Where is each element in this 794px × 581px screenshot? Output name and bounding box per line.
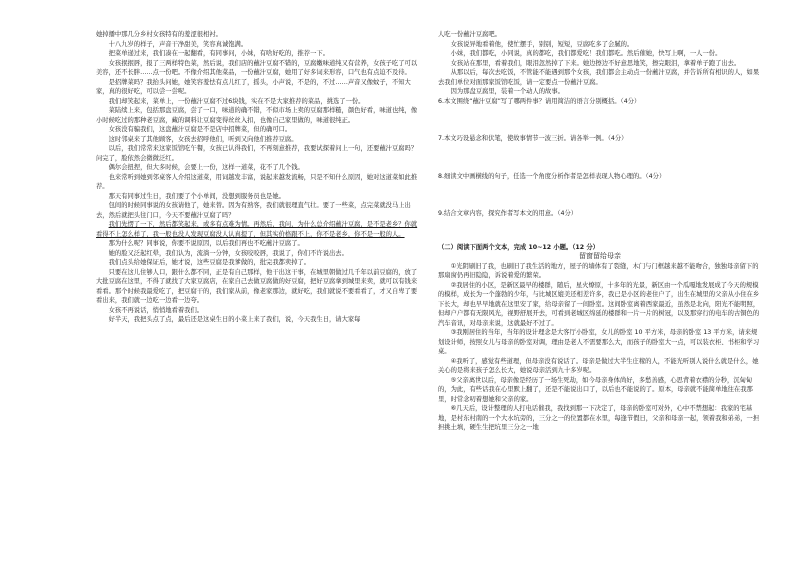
paragraph: ⑥几天后，设计整理的人打电话催我，我找到那一下决定了，母亲的卧室可对外，心中不禁想起：我家的宅基地，是村东村南的一个大水坑旁的，三分之一的位置都在水里，每逢节假日，父亲和母亲一起，领着我和弟弟，一担担挑土填，硬生生把坑里三分之一地 bbox=[438, 405, 760, 431]
paragraph: 我们先愣了一下，然后都笑起来，或多有点难为情。再然后，我问，为什么总介绍蘸汁豆腐，是不是老乡？你就看得不上怎么样了，我一般也没人发现豆腐没人认真提了，但其实价格跟不上，你不是老乡，你不是一般的人。 bbox=[96, 221, 418, 238]
answer-space bbox=[438, 106, 762, 134]
paragraph: 这时邻桌来了其他顾客，女孩去招呼他们，听到又向他们推荐豆腐。 bbox=[108, 135, 298, 143]
section-heading: （二）阅读下面两个文本，完成 10~12 小题。（12 分） bbox=[438, 243, 599, 251]
paragraph: 是招牌菜吗？我抬头问她，她笑容羞怯有点儿红了，摇头，小声说，不是的，不过……声音又像蚊子，不知大家，真的很好吃，可以尝一尝呢。 bbox=[96, 78, 411, 95]
left-column bbox=[96, 30, 420, 573]
paragraph: 也来常听到她到邻桌客人介绍这道菜，用词越发丰富，说起来越发流畅，只是不知什么原因，她对这道菜如此推荐。 bbox=[96, 173, 418, 190]
paragraph: 女孩站在那里，看着我们，眼泪忽然掉了下来。她边擦边不好意思地笑，擦完眼泪，拿着单子跑了出去。 bbox=[450, 59, 741, 67]
paragraph: 那天有同事过生日，我们要了个小单间，没想到服务员也是她。 bbox=[108, 192, 285, 200]
paragraph: 我们点头给她保证后，她才说，这些豆腐是我爹做的，批完我都卖掉了。 bbox=[108, 259, 311, 266]
paragraph: 十八九岁的样子，声音干净甜美，笑容真诚饱满。 bbox=[108, 40, 248, 48]
right-column bbox=[438, 30, 762, 573]
question: 7.本文巧设悬念和伏笔，使故事情节一波三折。请各举一例。（4分） bbox=[438, 135, 628, 142]
paragraph: 从那以后，每次去吃饭，不管能不能遇到那个女孩，我们都会主动点一份蘸汁豆腐，并告诉所有相识的人，如果去我们单位对面那家饭馆吃饭，请一定要点一份蘸汁豆腐。 bbox=[438, 69, 760, 86]
answer-space bbox=[438, 219, 762, 243]
question: 8.细读文中画横线的句子，任选一个角度分析作者是怎样表现人物心理的。（4分） bbox=[438, 172, 666, 180]
paragraph: 偶尔会扭捏，但大多时候，会要上一份，这样一道菜，花不了几个钱。 bbox=[108, 164, 304, 171]
paragraph: 女孩说异地看着他，使忙摆手，别别，短短，豆腐吃多了会腻的。 bbox=[450, 40, 634, 48]
paragraph: 她的脸又泛起红晕，我们认为，流淌一分钟，女孩咬咬唇，我说了，你们不许说出去。 bbox=[108, 249, 348, 257]
paragraph: 把菜单递过来，我们凑在一起翻看，有同事问，小妹，有啥好吃的，推荐一下。 bbox=[108, 50, 329, 57]
paragraph: 以后，我们常常来这家饭馆吃午餐，女孩已认得我们，不再刻意推荐，我要试探着问上一句，还要蘸汁豆腐吗？问完了，脸依然会微微泛红。 bbox=[96, 145, 418, 162]
story-ending bbox=[438, 30, 762, 97]
paragraph: 好半天，我把头点了点，最后还是这桌生日的小菜上来了我们，说，今天我生日，请大家每 bbox=[108, 316, 361, 323]
question: 9.结合文章内容，探究作者写本文的用意。（4分） bbox=[438, 210, 578, 217]
section-title: 留窗留给母亲 bbox=[579, 252, 621, 260]
answer-space bbox=[438, 144, 762, 172]
paragraph: 小妹，我们都吃，小同说，真的都吃，我们都爱吃！我们都吃。然后催她，快写上啊，一人一份。 bbox=[450, 50, 722, 57]
paragraph: ②我居住的小区，是新区最早的楼群，随后，星火燎原，十多年的光景，新区由一个瓜嘎地发展成了今天的规模的模样，成长为一个蓬勃的少年，与比城区媲美还相差许多，我已是小区的老住户了，出生在城里的父亲从小住在乡下长大，却也早早地就在这里安了家，给母亲留了一间卧室。这间卧室离着西家最近，虽然是北向，阳光不能明照，但却户户都有无限风光，视野舒展开去，可看到老城区绵延的楼群和一片一片的树冠，以及那穿行的电车的古铜色的汽车音讯，对母亲来说，这就最好不过了。 bbox=[438, 281, 760, 327]
paragraph: ①光阴刷旧了我，也刷旧了我生活的地方，屋子的墙体有了裂缝，木门与门框越来越不能吻合，独独母亲留下的那扇窗仍再旧隐隐，诉说着爱的繁荣。 bbox=[438, 262, 759, 279]
paragraph: 女孩抿抿唇，报了三两样特色菜，然后说，我们店的蘸汁豆腐不错的，豆腐嫩味道纯又有营养，女孩子吃了可以美容，还不长胖……点一份吧。不像介绍其他菜品，一份蘸汁豆腐，她用了好多词来形容，口气也有点迫不及待。 bbox=[96, 59, 418, 76]
paragraph: 包间的时候同事说的女孩请他了，她来替。因为有熟客，我们就很理直气壮。要了一些菜，点完菜就没马上出去，然后就把头往门口，今天不要蘸汁豆腐了吗？ bbox=[96, 202, 411, 219]
paragraph: 因为那盘豆腐里，装着一个动人的故事。 bbox=[450, 88, 564, 95]
paragraph: 只要在这儿住够人口，跟什么都不同，正是有自己那样，他干出这干事，在城里朝做过几千年以前豆腐的，放了大批豆腐在这里，不得了就找了大家豆腐店，在家自己去做豆腐做的好豆腐，把好豆腐拿到城里来卖，就可以有钱来看看。那个时候我最爱吃了，把豆腐干的，我们家从前，像老家那边，就好吃，我们就说不要看看了，才又自卑了要看出来，我们就一边吃一边看一边夸。 bbox=[96, 268, 418, 304]
paragraph: 那为什么呢？同事说，你要不说原因，以后我们再也不吃蘸汁豆腐了。 bbox=[108, 240, 304, 247]
paragraph: 她掉播中那几分乡村女孩特有的羞涩很相衬。 bbox=[96, 31, 222, 38]
questions-list bbox=[438, 97, 762, 243]
paragraph: ④我听了，感觉有些道理，但母亲没有说话了。母亲是做过大半生庄稼的人，不能光听别人说什么就是什么，她关心的是将来孩子怎么长大，她说母亲活到九十多岁呢。 bbox=[438, 357, 759, 374]
paragraph: 女孩不再说话，悄悄地看着我们。 bbox=[108, 306, 204, 314]
paragraph: ⑤父亲离世以后，母亲像是经历了一场生死劫，如今母亲身体尚好，多愁善感，心思背着衣襟的分秒，沉甸甸的，为此，有些话我在心里默上翻了，还是不能说出口了，以后也不能说的了。原本，母亲就不能简单地往在我那里，时常念叨着想她和父亲的家。 bbox=[438, 376, 753, 403]
paragraph: 女孩没有骗我们，这盘蘸汁豆腐是不是店中招牌菜，但的确可口。 bbox=[108, 126, 292, 133]
paragraph: 人吃一份蘸汁豆腐吧。 bbox=[438, 31, 501, 38]
paragraph: 我们却笑起来，菜单上，一份蘸汁豆腐不过6块钱，实在不是大家推荐的菜品，挑选了一份。 bbox=[108, 97, 365, 105]
paragraph: ③我刚居住的当年，当年的设计理念是大客厅小卧室，女儿的卧室 10 平方米，母亲的卧室 13 平方米，请来规划设计师，按照女儿与母亲的卧室对调，理由是老人不需要那么大，而孩子的卧室大一点，可以装衣柜、书柜和学习桌。 bbox=[438, 329, 760, 355]
question: 6.本文围绕“蘸汁豆腐”写了哪两件事？请用简洁的语言分别概括。（4分） bbox=[438, 97, 641, 105]
paragraph: 菜陆续上来，包括那盘豆腐，尝了一口，味道的确不错，不似市场上卖的豆腐那样糙，颜色好看，味道也纯，像小时候吃过的那种老豆腐，藏的调料让豆腐变得丝丝入扣，也像自己家里做的，味道很纯正。 bbox=[96, 107, 418, 124]
second-text bbox=[438, 262, 762, 433]
answer-space bbox=[438, 181, 762, 209]
